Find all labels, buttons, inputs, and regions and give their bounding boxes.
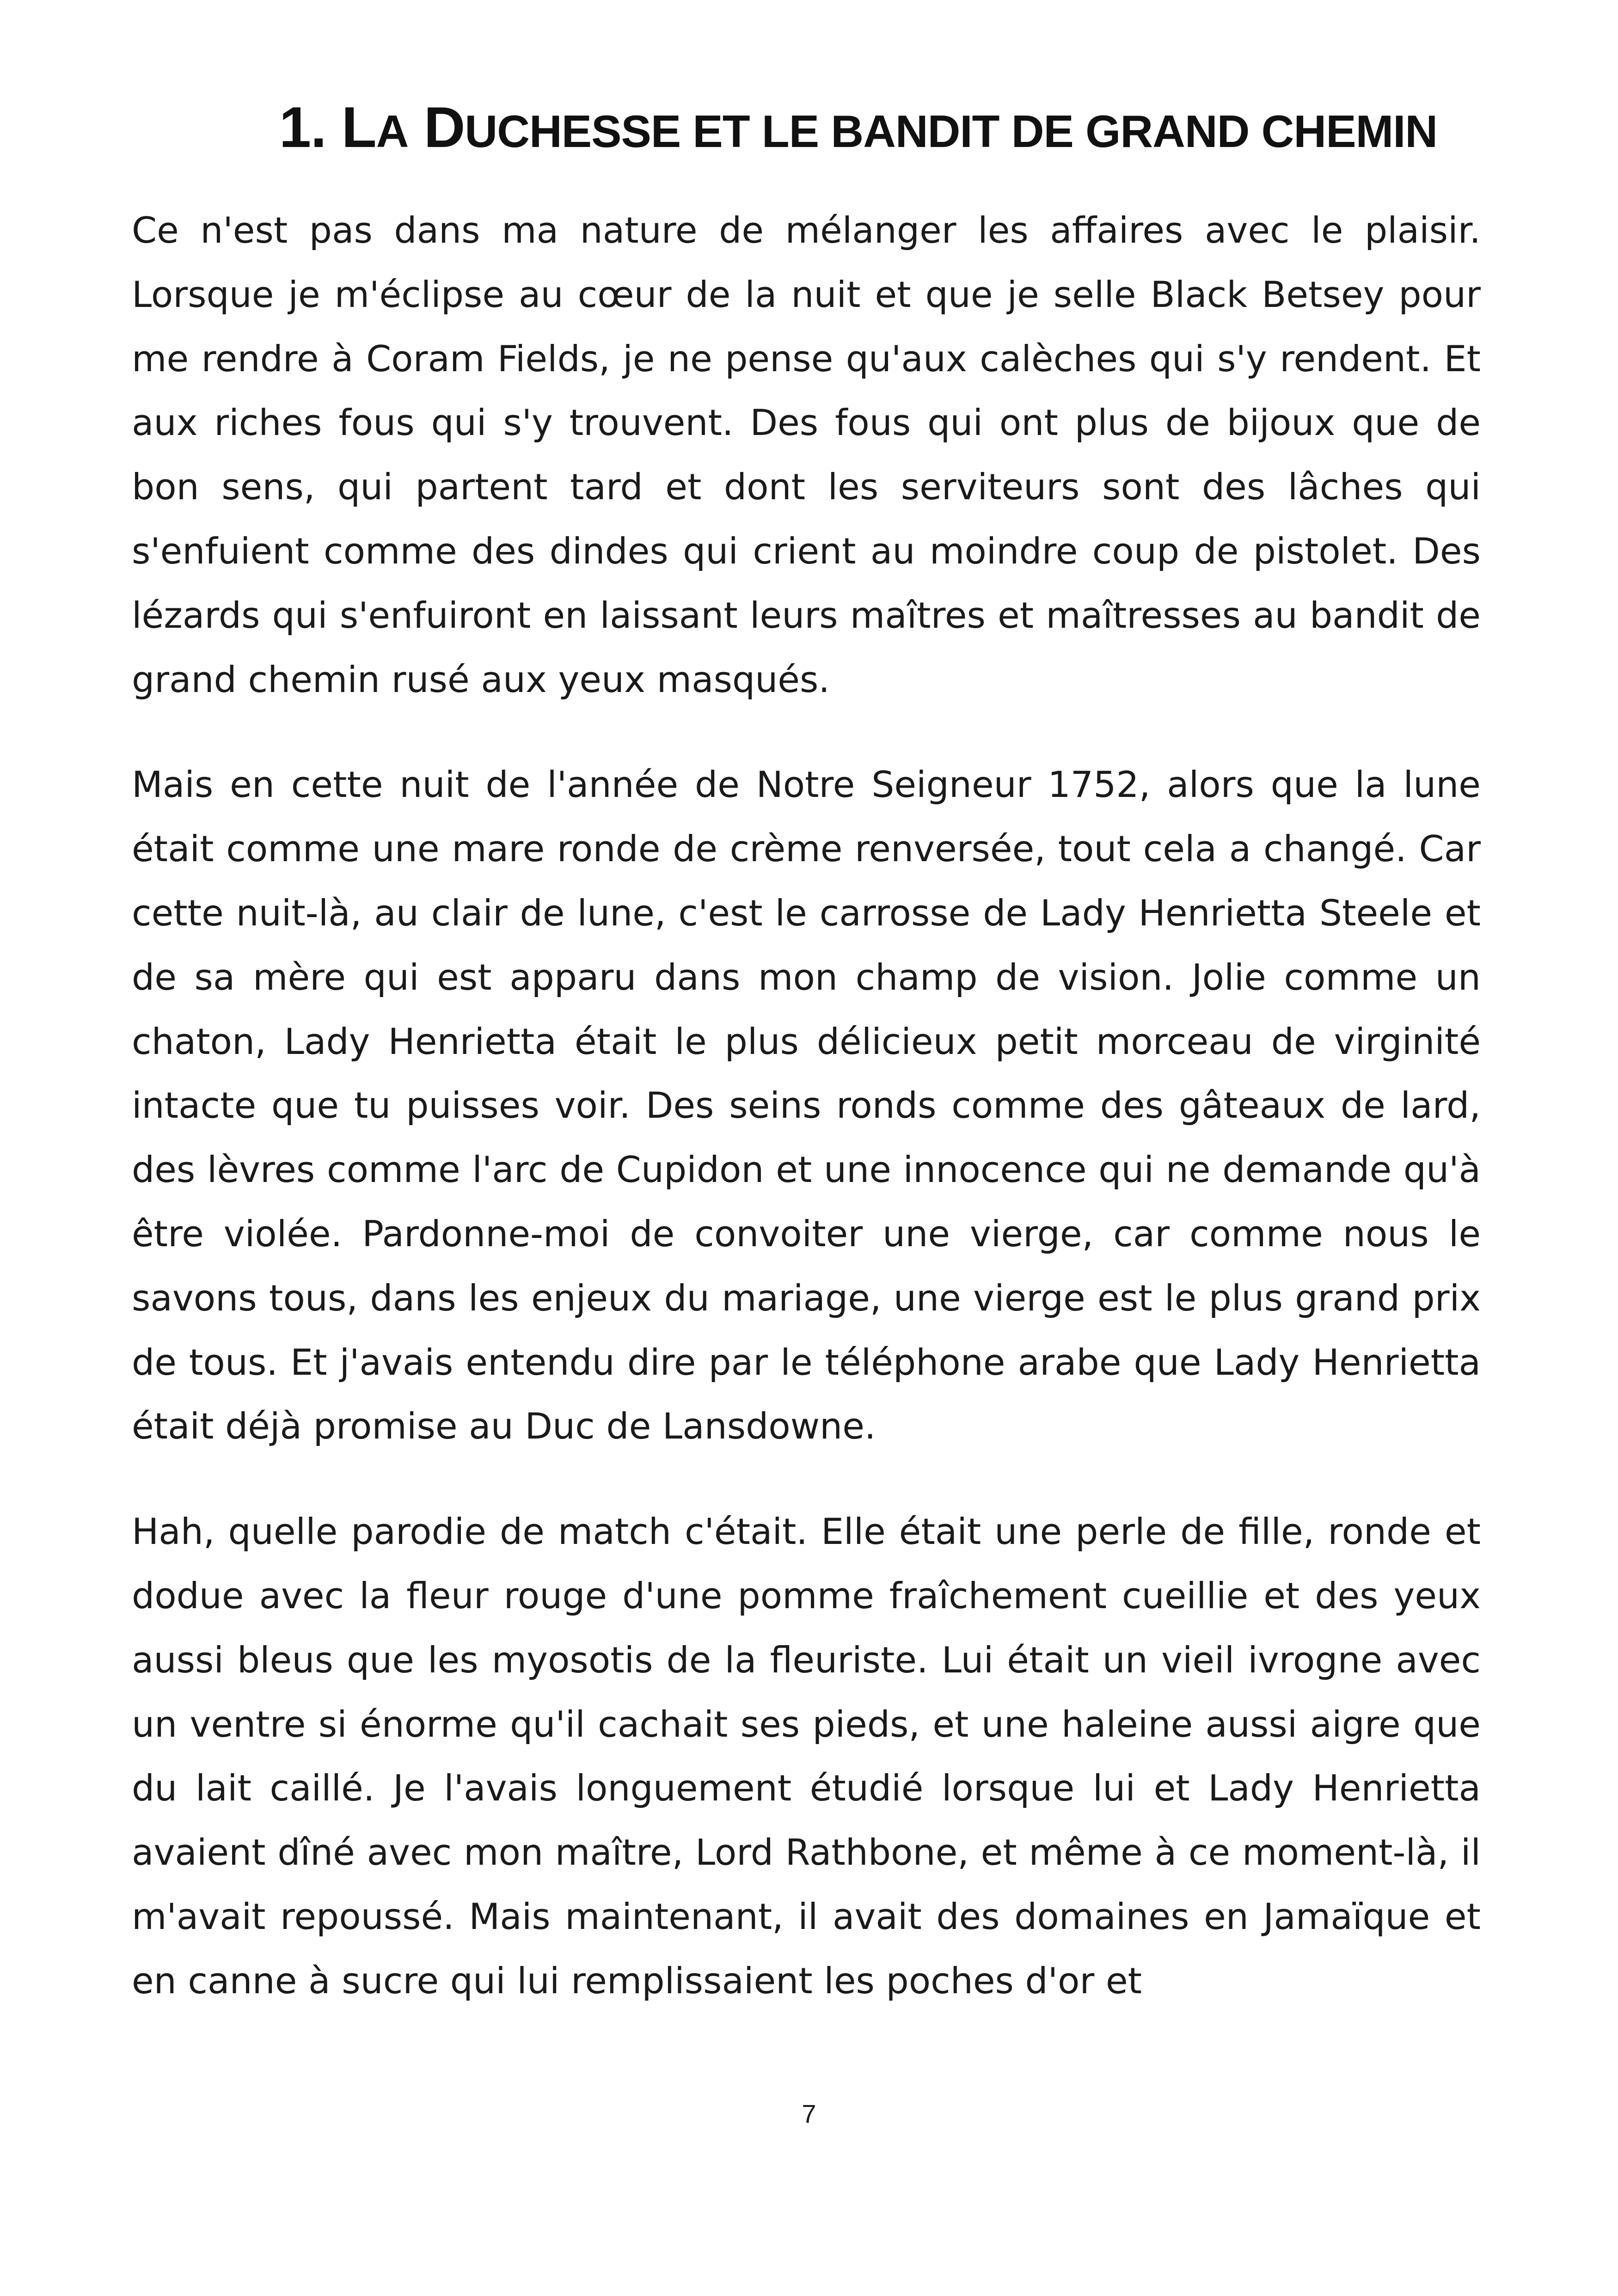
page-number: 7 <box>802 2099 816 2128</box>
paragraph: Ce n'est pas dans ma nature de mélanger les affaires avec le plaisir. Lorsque je m'éclipse au cœur de la nuit et que je selle Black Betsey pour me rendre à Coram Fields, je ne pense qu'aux calèches qui s'y rendent. Et aux riches fous qui s'y trouvent. Des fous qui ont plus de bijoux que de bon sens, qui partent tard et dont les serviteurs sont des lâches qui s'enfuient comme des dindes qui crient au moindre coup de pistolet. Des lézards qui s'enfuiront en laissant leurs maîtres et maîtresses au bandit de grand chemin rusé aux yeux masqués. <box>132 210 1481 701</box>
paragraph: Hah, quelle parodie de match c'était. Elle était une perle de fille, ronde et dodue avec la fleur rouge d'une pomme fraîchement cueillie et des yeux aussi bleus que les myosotis de la fleuriste. Lui était un vieil ivrogne avec un ventre si énorme qu'il cachait ses pieds, et une haleine aussi aigre que du lait caillé. Je l'avais longuement étudié lorsque lui et Lady Henrietta avaient dîné avec mon maître, Lord Rathbone, et même à ce moment-là, il m'avait repoussé. Mais maintenant, il avait des domaines en Jamaïque et en canne à sucre qui lui remplissaient les poches d'or et <box>132 1511 1481 2002</box>
title-smallcaps-2: UCHESSE ET LE BANDIT DE GRAND CHEMIN <box>465 106 1438 157</box>
chapter-title <box>279 81 1481 178</box>
chapter-number: 1. <box>279 96 326 159</box>
paragraph: Mais en cette nuit de l'année de Notre Seigneur 1752, alors que la lune était comme une mare ronde de crème renversée, tout cela a changé. Car cette nuit-là, au clair de lune, c'est le carrosse de Lady Henrietta Steele et de sa mère qui est apparu dans mon champ de vision. Jolie comme un chaton, Lady Henrietta était le plus délicieux petit morceau de virginité intacte que tu puisses voir. Des seins ronds comme des gâteaux de lard, des lèvres comme l'arc de Cupidon et une innocence qui ne demande qu'à être violée. Pardonne-moi de convoiter une vierge, car comme nous le savons tous, dans les enjeux du mariage, une vierge est le plus grand prix de tous. Et j'avais entendu dire par le téléphone arabe que Lady Henrietta était déjà promise au Duc de Lansdowne. <box>132 764 1481 1448</box>
title-initial-1: L <box>341 96 376 159</box>
title-smallcaps-1: A <box>376 106 409 157</box>
title-initial-2: D <box>423 96 465 159</box>
body-text <box>132 199 1481 2055</box>
